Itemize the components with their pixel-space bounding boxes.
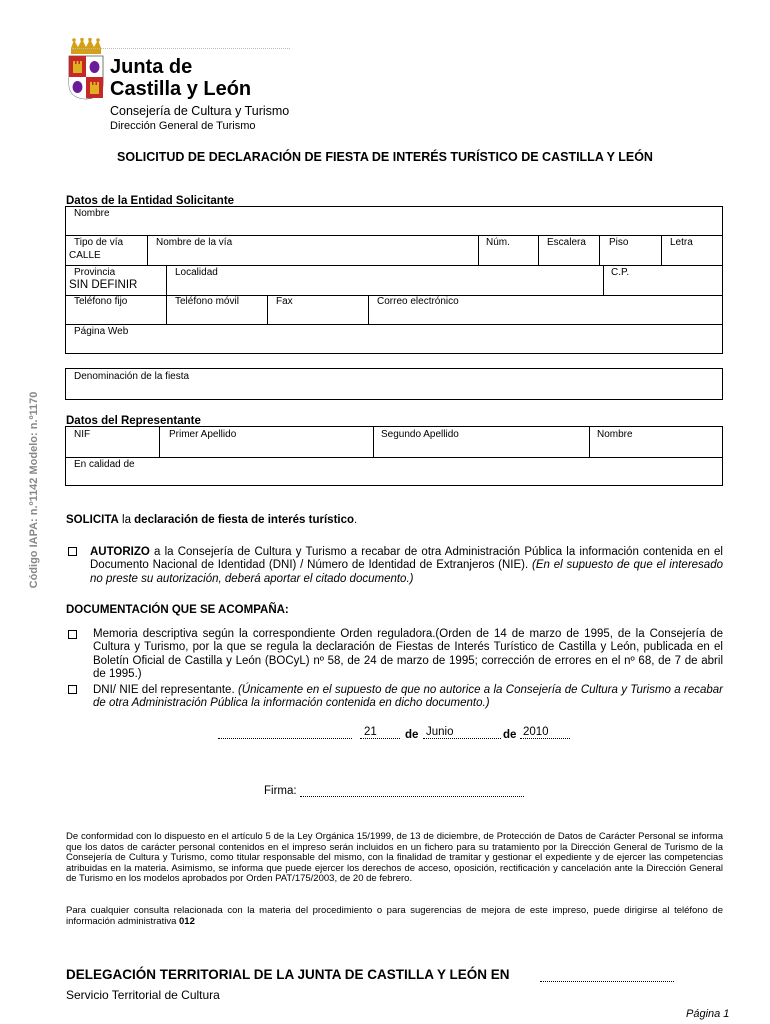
- servicio-label: Servicio Territorial de Cultura: [66, 988, 220, 1002]
- solicita-text2: .: [354, 514, 358, 526]
- field-fax-label: Fax: [276, 296, 293, 307]
- field-provincia-value[interactable]: SIN DEFINIR: [69, 279, 138, 291]
- solicita-text1: la: [118, 514, 135, 526]
- field-telefono-fijo-label: Teléfono fijo: [74, 296, 128, 307]
- field-escalera-label: Escalera: [547, 237, 586, 248]
- field-nif-label: NIF: [74, 429, 91, 440]
- side-code: Código IAPA: n.º1142 Modelo: n.º1170: [28, 391, 40, 589]
- date-day[interactable]: 21: [364, 726, 377, 738]
- header-border: [72, 48, 290, 49]
- dni-item: [93, 684, 723, 711]
- month-dotted-line[interactable]: [423, 738, 501, 739]
- day-dotted-line[interactable]: [360, 738, 400, 739]
- date-month[interactable]: Junio: [426, 726, 454, 738]
- representative-section-title: Datos del Representante: [66, 415, 201, 427]
- field-rep-nombre-label: Nombre: [597, 429, 633, 440]
- autorizo-checkbox[interactable]: [68, 547, 77, 556]
- dni-checkbox[interactable]: [68, 685, 77, 694]
- dni-item-italic: (Únicamente en el supuesto de que no autorice a la Consejería de Cultura y Turismo a recabar de otra Administración Pública la información contenida en dicho documento.): [93, 684, 723, 710]
- consulta-notice: [66, 906, 723, 927]
- page-number: Página 1: [686, 1008, 730, 1020]
- field-piso-label: Piso: [609, 237, 629, 248]
- field-telefono-movil-label: Teléfono móvil: [175, 296, 239, 307]
- memoria-checkbox[interactable]: [68, 630, 77, 639]
- dni-item-text: DNI/ NIE del representante.: [93, 684, 238, 696]
- autorizo-bold: AUTORIZO: [90, 546, 150, 558]
- autorizo-paragraph: [90, 546, 723, 586]
- autorizo-italic: (En el supuesto de que el interesado no preste su autorización, deberá aportar el citado documento.): [90, 559, 723, 585]
- delegacion-dotted-line[interactable]: [540, 981, 674, 982]
- year-dotted-line[interactable]: [520, 738, 570, 739]
- org-name-line2: Castilla y León: [110, 78, 252, 100]
- firma-label: Firma:: [264, 785, 297, 797]
- delegacion-heading: DELEGACIÓN TERRITORIAL DE LA JUNTA DE CASTILLA Y LEÓN EN: [66, 967, 510, 982]
- field-segundo-apellido-label: Segundo Apellido: [381, 429, 459, 440]
- privacy-notice: De conformidad con lo dispuesto en el artículo 5 de la Ley Orgánica 15/1999, de 13 de diciembre, de Protección de Datos de Carácter Personal se informa que los datos de carácter personal contenidos en el impreso serán incluidos en un fichero para su tratamiento por la Dirección General de Turismo de la Consejería de Cultura y Turismo, como titular responsable del mismo, con la finalidad de tramitar y gestionar el expediente y de ejercer las competencias atribuidas en la materia. Asimismo, se informa que puede ejercer los derechos de acceso, oposición, rectificación y cancelación ante la Dirección General de Turismo en los modelos aprobados por Orden PAT/175/2003, de 20 de febrero.: [66, 831, 723, 885]
- directorate-name: Dirección General de Turismo: [110, 120, 256, 132]
- place-dotted-line[interactable]: [218, 738, 352, 739]
- field-tipo-via-label: Tipo de vía: [74, 237, 124, 248]
- date-de2: de: [503, 729, 517, 741]
- solicita-bold2: declaración de fiesta de interés turístico: [134, 514, 355, 526]
- solicita-statement: [66, 514, 357, 526]
- field-letra-label: Letra: [670, 237, 693, 248]
- applicant-section-title: Datos de la Entidad Solicitante: [66, 195, 235, 207]
- field-pagina-web-label: Página Web: [74, 326, 129, 337]
- field-en-calidad-label: En calidad de: [74, 459, 135, 470]
- field-nombre-via-label: Nombre de la vía: [156, 237, 233, 248]
- field-correo-label: Correo electrónico: [377, 296, 459, 307]
- consulta-phone: 012: [179, 915, 195, 927]
- date-de1: de: [405, 729, 419, 741]
- field-nombre-label: Nombre: [74, 208, 110, 219]
- date-year[interactable]: 2010: [523, 726, 549, 738]
- org-name-line1: Junta de: [110, 56, 193, 78]
- field-localidad-label: Localidad: [175, 267, 218, 278]
- field-denominacion-label: Denominación de la fiesta: [74, 371, 190, 382]
- consulta-text: Para cualquier consulta relacionada con la materia del procedimiento o para sugerencias de mejora de este impreso, puede dirigirse al teléfono de información administrativa: [66, 905, 723, 927]
- field-tipo-via-value[interactable]: CALLE: [69, 250, 101, 261]
- field-cp-label: C.P.: [611, 267, 630, 278]
- field-provincia-label: Provincia: [74, 267, 116, 278]
- firma-dotted-line[interactable]: [300, 796, 524, 797]
- solicita-bold: SOLICITA: [66, 514, 119, 526]
- memoria-item: Memoria descriptiva según la correspondiente Orden reguladora.(Orden de 14 de marzo de 1995, de la Consejería de Cultura y Turismo, por la que se regula la declaración de Fiestas de Interés Turístico de Castilla y León, publicada en el Boletín Oficial de Castilla y León (BOCyL) nº 58, de 24 de marzo de 1995; corrección de errores en el nº 68, de 7 de abril de 1995.): [93, 628, 723, 680]
- autorizo-text: a la Consejería de Cultura y Turismo a recabar de otra Administración Pública la información contenida en el Documento Nacional de Identidad (DNI) / Número de Identidad de Extranjeros (NIE).: [90, 546, 723, 572]
- form-title: SOLICITUD DE DECLARACIÓN DE FIESTA DE INTERÉS TURÍSTICO DE CASTILLA Y LEÓN: [117, 150, 653, 164]
- field-nombre-input[interactable]: [66, 220, 722, 233]
- field-primer-apellido-label: Primer Apellido: [169, 429, 237, 440]
- field-num-label: Núm.: [486, 237, 510, 248]
- documentacion-heading: DOCUMENTACIÓN QUE SE ACOMPAÑA:: [66, 604, 289, 616]
- department-name: Consejería de Cultura y Turismo: [110, 104, 290, 118]
